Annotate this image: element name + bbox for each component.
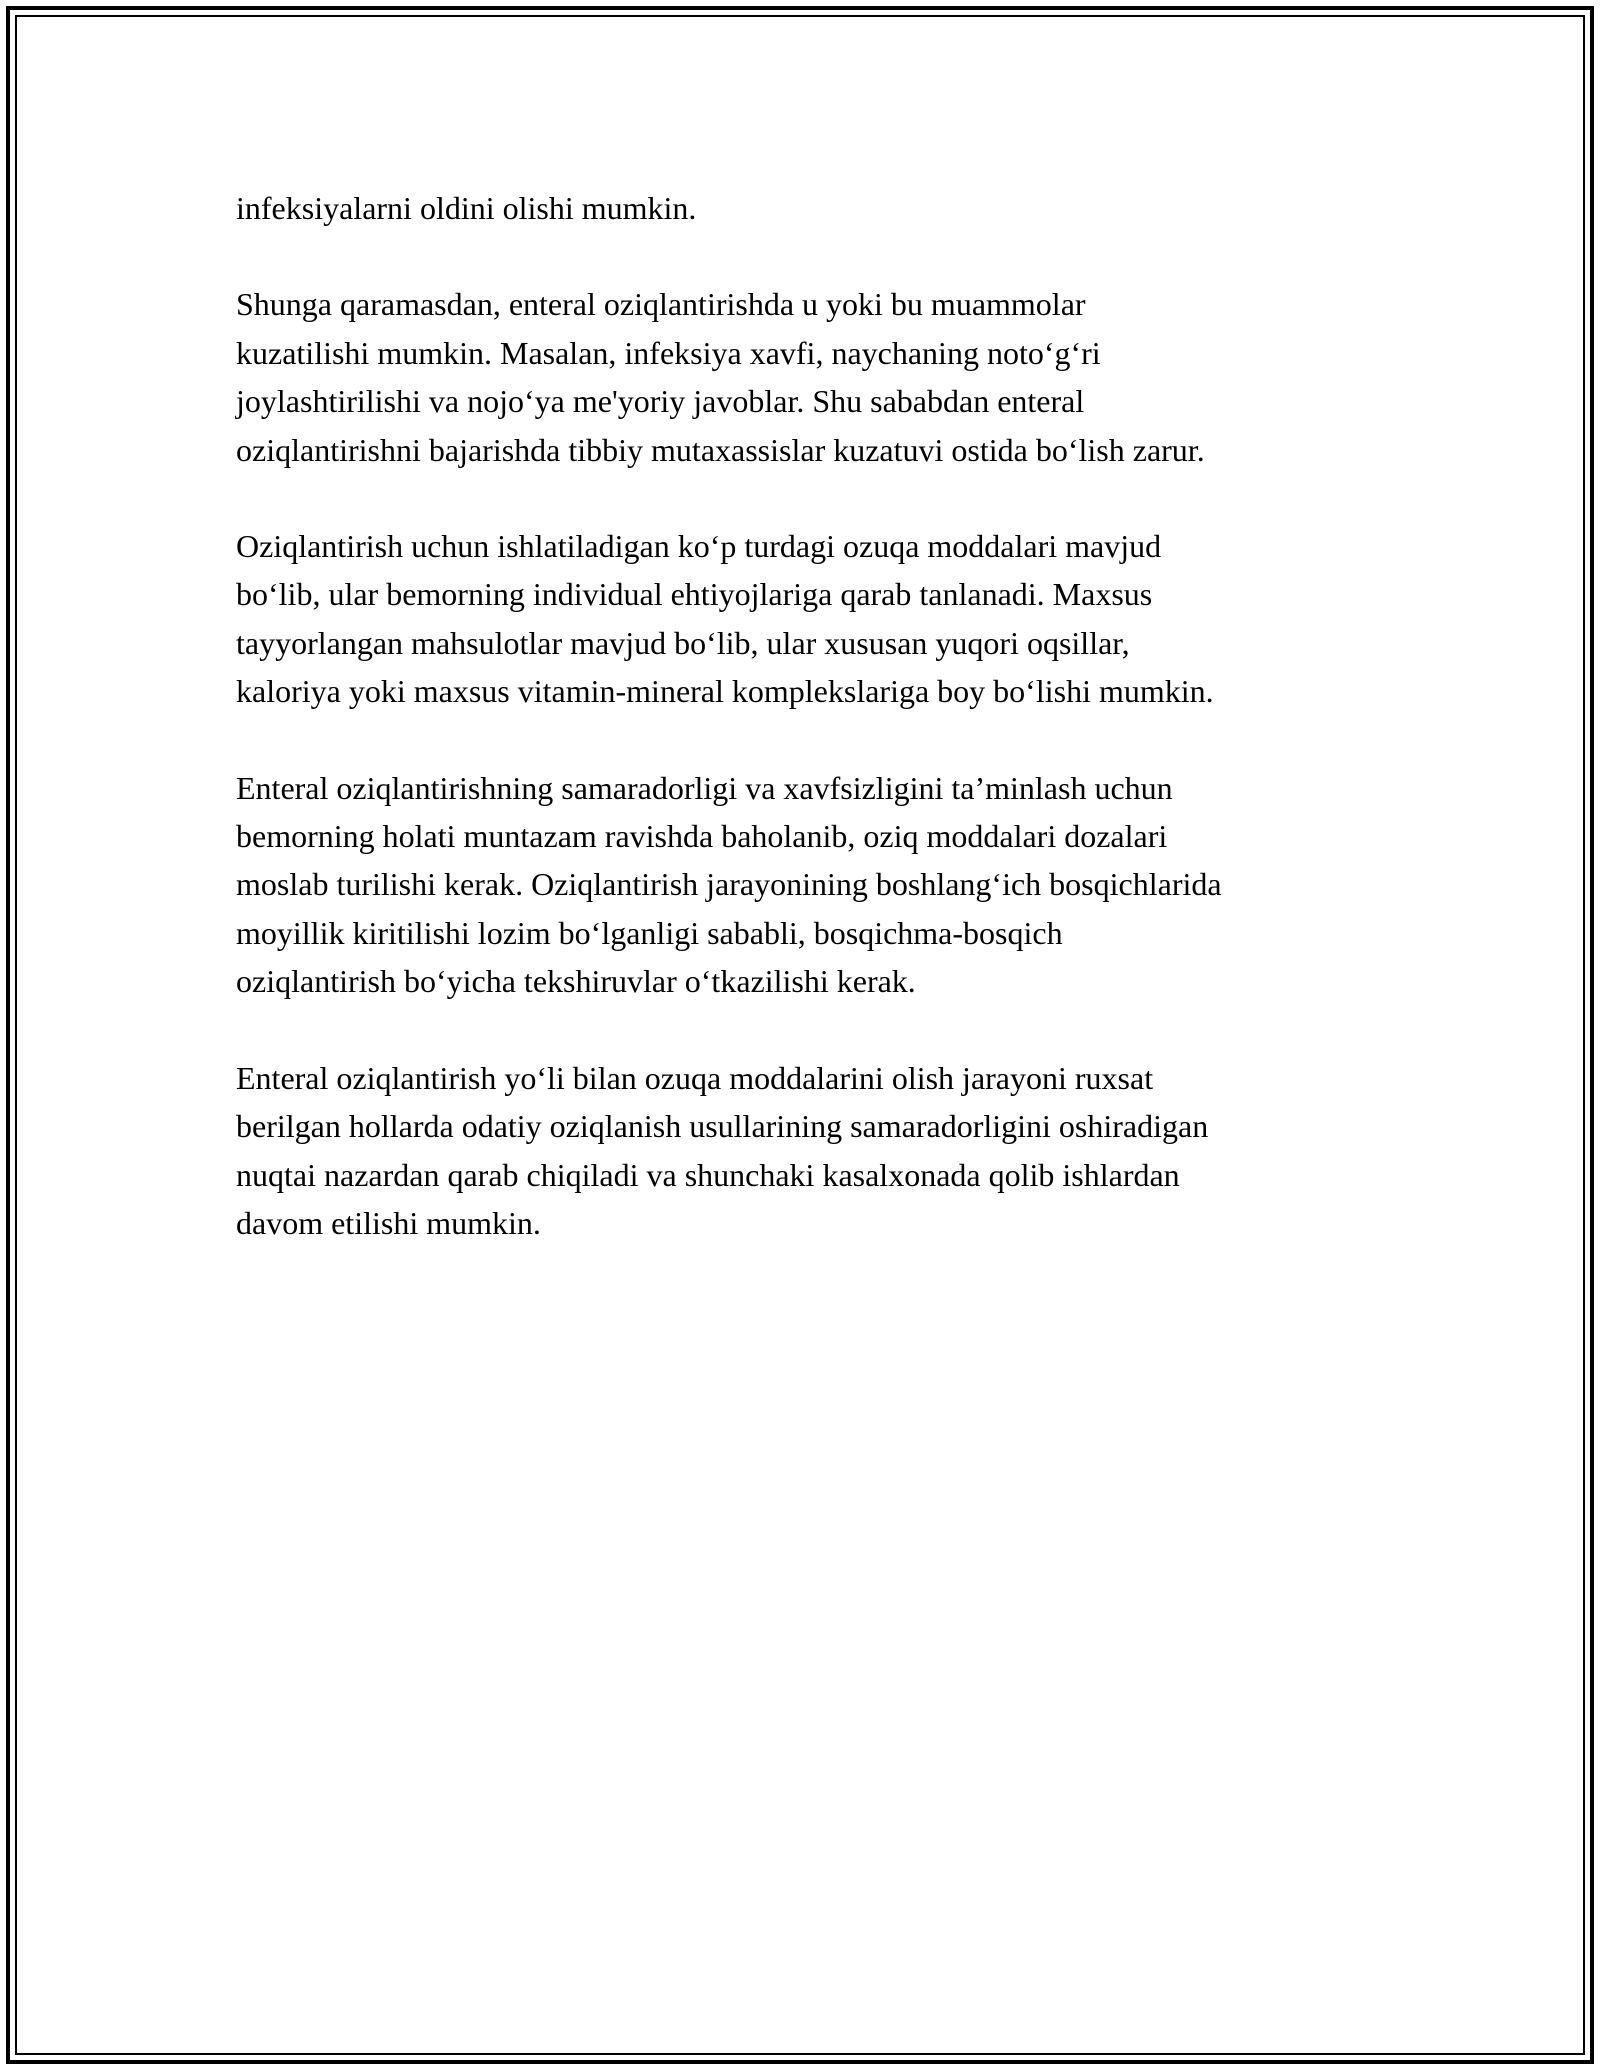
text-line: berilgan hollarda odatiy oziqlanish usullarining samaradorligini oshiradigan xyxy=(236,1108,1209,1145)
text-line: davom etilishi mumkin. xyxy=(236,1204,541,1241)
text-line: nuqtai nazardan qarab chiqiladi va shunchaki kasalxonada qolib ishlardan xyxy=(236,1156,1180,1193)
text-line: moslab turilishi kerak. Oziqlantirish jarayonining boshlang‘ich bosqichlarida xyxy=(236,866,1222,903)
text-line: oziqlantirishni bajarishda tibbiy mutaxassislar kuzatuvi ostida bo‘lish zarur. xyxy=(236,431,1205,468)
paragraph-1 xyxy=(236,184,1376,232)
text-line: Enteral oziqlantirish yo‘li bilan ozuqa moddalarini olish jarayoni ruxsat xyxy=(236,1059,1154,1096)
paragraph-2 xyxy=(236,280,1376,474)
text-line: joylashtirilishi va nojo‘ya me'yoriy javoblar. Shu sababdan enteral xyxy=(236,383,1085,420)
text-line: tayyorlangan mahsulotlar mavjud bo‘lib, ular xususan yuqori oqsillar, xyxy=(236,624,1130,661)
paragraph-4 xyxy=(236,764,1376,1006)
paragraph-5 xyxy=(236,1054,1376,1248)
text-line: moyillik kiritilishi lozim bo‘lganligi sababli, bosqichma-bosqich xyxy=(236,914,1063,951)
text-line: bemorning holati muntazam ravishda baholanib, oziq moddalari dozalari xyxy=(236,818,1168,855)
document-body xyxy=(236,184,1376,1295)
text-line: Enteral oziqlantirishning samaradorligi va xavfsizligini ta’minlash uchun xyxy=(236,769,1173,806)
text-line: bo‘lib, ular bemorning individual ehtiyojlariga qarab tanlanadi. Maxsus xyxy=(236,576,1153,613)
text-line: oziqlantirish bo‘yicha tekshiruvlar o‘tkazilishi kerak. xyxy=(236,963,916,1000)
text-line: infeksiyalarni oldini olishi mumkin. xyxy=(236,190,697,226)
text-line: kaloriya yoki maxsus vitamin-mineral komplekslariga boy bo‘lishi mumkin. xyxy=(236,673,1214,710)
text-line: kuzatilishi mumkin. Masalan, infeksiya xavfi, naychaning noto‘g‘ri xyxy=(236,334,1101,371)
text-line: Oziqlantirish uchun ishlatiladigan ko‘p turdagi ozuqa moddalari mavjud xyxy=(236,528,1162,565)
paragraph-3 xyxy=(236,522,1376,716)
text-line: Shunga qaramasdan, enteral oziqlantirishda u yoki bu muammolar xyxy=(236,286,1086,323)
